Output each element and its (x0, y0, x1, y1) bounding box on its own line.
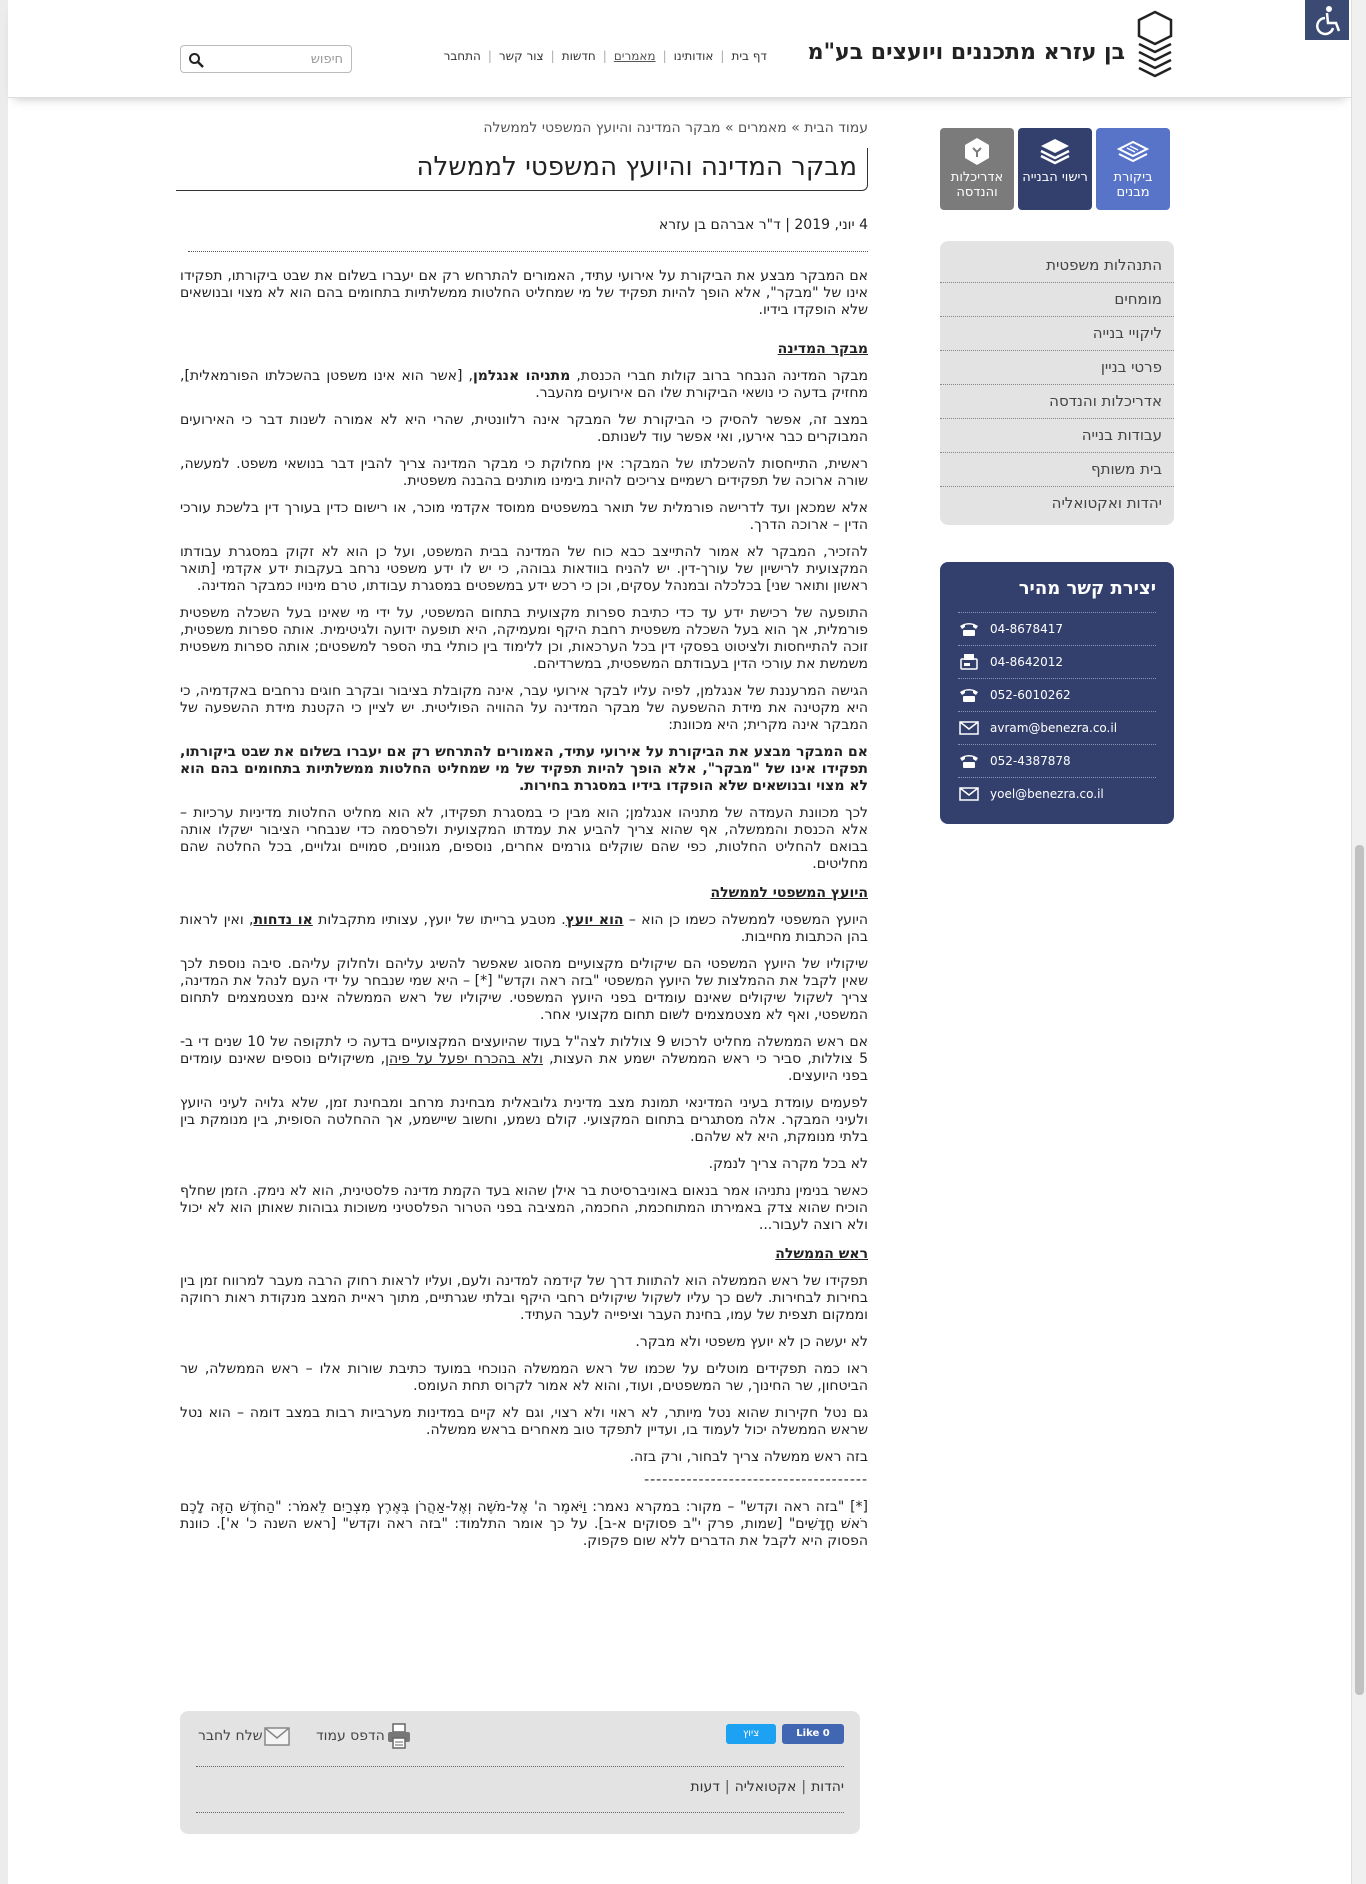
nav-separator: | (602, 49, 607, 63)
section-heading-advisor: היועץ המשפטי לממשלה (710, 885, 868, 901)
nav-separator: | (487, 49, 492, 63)
article-paragraph: כאשר בנימין נתניהו אמר בנאום באוניברסיטת בר אילן שהוא בעד הקמת מדינה פלסטינית, הוא לא נימק. הזמן שחלף הוכיח שהוא צדק באמירתו המתוחכמת, החכמה, המציבה בפני הטרור הפלסטיני משוכות גבוהות שאותן הוא לא יכול ולא רוצה לעבור... (180, 1183, 868, 1233)
article-paragraph: שיקוליו של היועץ המשפטי הם שיקולים מקצועיים מהסוג שאפשר להשיג עליהם ולחלוק עליהם. סיבה נוספת לכך שאין לקבל את ההמלצות של היועץ המשפטי "בזה ראה וקדש" [*] – היא שמי שנבחר על ידי העם לנהל את המדינה, צריך לשקול שיקולים שאינם עומדים בפני היועץ המשפטי. שיקוליו של ראש הממשלה אינם מצטמצמים לתחום המשפטי, ואף לא מצטמצמים לשום תחום מקצועי אחר. (180, 956, 868, 1023)
category-judaism[interactable]: יהדות ואקטואליה (1051, 494, 1162, 512)
logo-text[interactable]: בן עזרא מתכננים ויועצים בע"מ (807, 40, 1125, 65)
contact-text: 052-4387878 (990, 754, 1071, 768)
divider (196, 1812, 844, 1813)
envelope-icon (958, 785, 980, 803)
text-span: אם ראש הממשלה מחליט לרכוש 9 צוללות לצה"ל בעוד שהיועצים המקצועיים בדעה כי לתקופה של 10 שנים די ב- 5 צוללות, סביר כי ראש הממשלה ישמע את העצות, (180, 1034, 869, 1067)
contact-text: 052-6010262 (990, 688, 1071, 702)
article-paragraph: לא בכל מקרה צריך לנמק. (708, 1156, 868, 1172)
divider (188, 251, 868, 252)
layers-outline-icon (1117, 136, 1149, 166)
site-header (8, 0, 1351, 98)
nav-item-about[interactable]: אודותינו (673, 49, 714, 63)
nav-separator: | (662, 49, 667, 63)
contact-list (958, 612, 1156, 810)
article-paragraph (180, 1034, 868, 1085)
send-label: שלח לחבר (198, 1728, 263, 1744)
contact-title: יצירת קשר מהיר (1018, 578, 1156, 599)
person-name: מתניהו אנגלמן (472, 368, 571, 384)
tile-building-inspection[interactable] (1096, 128, 1170, 210)
main-nav (444, 49, 767, 63)
envelope-icon (263, 1722, 291, 1750)
breadcrumb-home[interactable]: עמוד הבית (804, 120, 868, 136)
contact-phone-3[interactable] (958, 744, 1156, 777)
phone-icon (958, 686, 980, 704)
tag-list (690, 1779, 844, 1795)
text-span: . מטבע ברייתו של יועץ, עצותיו מתקבלות (312, 912, 566, 928)
send-to-friend-button[interactable] (198, 1722, 301, 1750)
text-span: מבקר המדינה הנבחר ברוב קולות חברי הכנסת, (570, 368, 869, 384)
article-paragraph: ראשית, התייחסות להשכלתו של המבקר: אין מחלוקת כי מבקר המדינה צריך להבין דבר בנושאי משפט. למעשה, שורה ארוכה של תפקידים רשמיים צריכים להיות בימינו מותנים בהבנה משפטית. (180, 456, 868, 489)
search-box (180, 45, 352, 73)
category-building-details[interactable]: פרטי בניין (940, 351, 1174, 385)
category-menu (940, 241, 1174, 525)
emphasis: ולא בהכרח יפעל על פיהן (385, 1051, 543, 1067)
article-paragraph: לכך מכוונת העמדה של מתניהו אנגלמן; הוא מבין כי במסגרת תפקידו, לא הוא מחליט החלטות מדיניות ערכיות – אלא הכנסת והממשלה, אף שהוא צריך להביע את עמדתו המקצועית ולפרסמה כדי שנבחרי הציבור ישקלו אותה בבואם להחליט החלטות, כפי שהם שוקלים גורמים אחרים, נוספים, מגוונים, סמויים וגלויים, בכל החלטה שהם מחליטים. (180, 805, 868, 872)
article-paragraph: להזכיר, המבקר לא אמור להתייצב כבא כוח של המדינה בבית המשפט, ועל כן הוא לא זקוק במסגרת עבודתו המקצועית לרישיון של עורך-דין. יש להניח בוודאות גבוהה, כי יש לו ידע משפטי נרחב בעקבות ידע אקדמי [תואר ראשון ותואר שני] בכלכלה ובמנהל עסקים, וכן כי רכש ידע במשפטים במסגרת עבודתו, טרם מינויו כמבקר המדינה. (180, 544, 868, 594)
text-span: , משיקולים נוספים שאינם עומדים בפני היועצים. (180, 1051, 868, 1084)
contact-text: yoel@benezra.co.il (990, 787, 1104, 801)
article-paragraph: במצב זה, אפשר להסיק כי הביקורת של המבקר אינה רלוונטית, שהרי היא לא אמורה לשנות דבר כי האירועים המבוקרים כבר אירעו, ואי אפשר עוד לשנותם. (180, 412, 868, 445)
search-input[interactable] (213, 50, 343, 68)
footnote: [*] "בזה ראה וקדש" – מקור: במקרא נאמר: וַיֹּאמֶר ה' אֶל-מֹשֶׁה וְאֶל-אַהֲרֹן בְּאֶרֶץ מִצְרַיִם לֵאמֹר: "הַחֹדֶשׁ הַזֶּה לָכֶם רֹאשׁ חֳדָשִׁים" [שמות, פרק י"ב פסוקים א-ב]. על כך אומר התלמוד: "בזה ראה וקדש" [ראש השנה כ' א']. כוונת הפסוק היא לקבל את הדברים ללא שום פקפוק. (180, 1499, 868, 1549)
nav-item-home[interactable]: דף בית (731, 49, 767, 63)
emphasis: או נדחות (253, 912, 313, 928)
logo-icon[interactable] (1135, 10, 1175, 84)
nav-item-login[interactable]: התחבר (443, 49, 481, 63)
section-heading-pm: ראש הממשלה (775, 1246, 868, 1262)
service-tiles (940, 128, 1174, 210)
text-span: היועץ המשפטי לממשלה כשמו כן הוא – (623, 912, 869, 928)
contact-email-2[interactable] (958, 777, 1156, 810)
print-label: הדפס עמוד (316, 1728, 385, 1744)
scrollbar[interactable] (1351, 0, 1366, 1884)
tile-label: ביקורת מבנים (1113, 170, 1153, 200)
share-box (180, 1711, 860, 1834)
search-icon[interactable] (188, 52, 204, 68)
article-paragraph (180, 912, 868, 946)
accessibility-button[interactable] (1305, 0, 1349, 40)
article-paragraph: לא יעשה כן לא יועץ משפטי ולא מבקר. (635, 1334, 868, 1350)
scrollbar-thumb[interactable] (1355, 845, 1364, 1695)
print-button[interactable] (316, 1722, 423, 1750)
page (8, 0, 1351, 1884)
article-main (180, 120, 868, 1560)
category-shared-building[interactable]: בית משותף (940, 453, 1174, 487)
article-paragraph: ראו כמה תפקידים מוטלים על שכמו של ראש הממשלה הנוכחי במועד כתיבת שורות אלו – ראש הממשלה, שר הביטחון, שר החינוך, שר המשפטים, ועוד, והוא לא אמור לקרוס תחת העומס. (180, 1361, 868, 1394)
nav-separator: | (720, 49, 725, 63)
article-body (180, 268, 868, 1550)
article-paragraph: גם נטל חקירות שהוא נטל מיותר, לא ראוי ולא רצוי, וגם לא קיים במדינות מערביות רבות במצב דומה – הוא נטל שראש הממשלה יכול לעמוד בו, ועדיין לתפקד טוב מאחרים בראש ממשלה. (180, 1405, 868, 1438)
section-heading-auditor: מבקר המדינה (777, 341, 868, 357)
tag-separator: | (724, 1779, 730, 1795)
contact-phone-2[interactable] (958, 678, 1156, 711)
nav-item-news[interactable]: חדשות (561, 49, 596, 63)
tile-architecture[interactable] (940, 128, 1014, 210)
category-defects[interactable]: ליקויי בנייה (940, 317, 1174, 351)
tag-opinions[interactable]: דעות (690, 1779, 720, 1795)
category-architecture[interactable]: אדריכלות והנדסה (940, 385, 1174, 419)
phone-icon (958, 752, 980, 770)
wheelchair-icon (1305, 0, 1349, 40)
tile-label: אדריכלות והנדסה (950, 170, 1004, 200)
printer-icon (385, 1722, 413, 1750)
title-box (176, 148, 868, 191)
layers-filled-icon (1039, 136, 1071, 166)
text-span: , [אשר הוא אינו משפטן בהשכלתו הפורמאלית], מחזיק בדעה כי נושאי הביקורת שלו הם אירועים מהעבר. (180, 368, 868, 401)
breadcrumb-separator: » (791, 120, 800, 136)
article-paragraph-bold: אם המבקר מבצע את הביקורת על אירועי עתיד, האמורים להתרחש רק אם יעברו בשלום את שבט ביקורתו, תפקידו אינו של "מבקר", אלא הופך להיות תפקיד של מי שמחליט החלטות ממשלתיות בתחומים בהם הוא לא מצוי ובנושאים שלא הופקדו בידיו במסגרת בחירות. (180, 744, 868, 794)
fax-icon (958, 653, 980, 671)
twitter-label: ציוץ (742, 1728, 760, 1739)
separator-dashes: ------------------------------------- (644, 1472, 868, 1488)
article-meta: 4 יוני, 2019 | ד"ר אברהם בן עזרא (658, 217, 868, 233)
article-paragraph: אלא שמכאן ועד לדרישה פורמלית של תואר במשפטים ממוסד אקדמי מוכר, או רישום כדין בעורך דין בלשכת עורכי הדין – ארוכה הדרך. (180, 500, 868, 533)
nav-separator: | (550, 49, 555, 63)
tile-label: רישוי הבנייה (1022, 170, 1088, 185)
contact-phone-1[interactable] (958, 612, 1156, 645)
facebook-like-label: Like 0 (796, 1728, 830, 1739)
page-title: מבקר המדינה והיועץ המשפטי לממשלה (416, 152, 857, 182)
article-paragraph: התופעה של רכישת ידע עד כדי כתיבת ספרות מקצועית בתחום המשפטי, על ידי מי שאינו בעל השכלה משפטית פורמלית, אך הוא בעל השכלה משפטית רחבת היקף ומעמיקה, היא תופעה ידועה ולגיטימית. אותה ספרות משפטית, זוכה להתייחסות ולציטוט בפסקי דין בכל הערכאות, וכן ללימוד בין כותלי בתי הספר למשפטים; אותה ספרות משפטית משמשת את עורכי הדין בעבודתם המשפטית, במשרדיהם. (180, 605, 868, 672)
breadcrumb-separator: » (725, 120, 734, 136)
hexagon-icon (961, 136, 993, 166)
breadcrumb-current: מבקר המדינה והיועץ המשפטי לממשלה (483, 120, 721, 136)
breadcrumb (180, 120, 868, 142)
contact-text: 04-8642012 (990, 655, 1064, 669)
tile-building-permits[interactable] (1018, 128, 1092, 210)
article-paragraph: בזה ראש ממשלה צריך לבחור, ורק בזה. (629, 1449, 868, 1465)
article-intro: אם המבקר מבצע את הביקורת על אירועי עתיד, האמורים להתרחש רק אם יעברו בשלום את שבט ביקורתו, תפקידו אינו של "מבקר", אלא הופך להיות תפקיד של מי שמחליט החלטות ממשלתיות בתחומים בהם הוא לא מצוי ובנושאים שלא הופקדו בידיו. (180, 268, 868, 318)
nav-item-articles[interactable]: מאמרים (613, 49, 656, 63)
tag-judaism[interactable]: יהדות (811, 1779, 844, 1795)
article-paragraph: הגישה המרעננת של אנגלמן, לפיה עליו לבקר אירועי עבר, אינה מקובלת בציבור ובקרב חוגים נרחבים באקדמיה, כי היא מקטינה את מידת ההשפעה של מבקר המדינה על ההוויה הפוליטית. יש לציין כי הקטנת מידת ההשפעה של המבקר אינה מקרית; היא מכוונת: (180, 683, 868, 733)
category-experts[interactable]: מומחים (940, 283, 1174, 317)
phone-icon (958, 620, 980, 638)
nav-item-contact[interactable]: צור קשר (498, 49, 544, 63)
contact-text: 04-8678417 (990, 622, 1064, 636)
text-span: , ואין לראות בהן הכתבות מחייבות. (180, 912, 868, 945)
tag-separator: | (801, 1779, 807, 1795)
category-construction-works[interactable]: עבודות בנייה (940, 419, 1174, 453)
article-paragraph: תפקידו של ראש הממשלה הוא להתוות דרך של קידמה למדינה ולעם, ועליו לראות רחוק הרבה מעבר למרווח זמן בין בחירות לבחירות. לשם כך עליו לשקול שיקולים רחבי היקף ובלתי שגרתיים, מתוך ראיית המצב מנקודת ראות רחוקה וממקום תצפית של עמו, בחינת העבר וציפייה לעבר העתיד. (180, 1273, 868, 1323)
quick-contact-panel (940, 562, 1174, 824)
article-paragraph (180, 368, 868, 402)
facebook-like-button[interactable] (782, 1724, 844, 1744)
contact-email-1[interactable] (958, 711, 1156, 744)
category-legal[interactable]: התנהלות משפטית (940, 249, 1174, 283)
article-paragraph: לפעמים עומדת בעיני המדינאי תמונת מצב מדינית גלובאלית מבחינת מרחב ומבחינת זמן, שלא גלויה לעיני היועץ ולעיני המבקר. אלה מסתגרים בתחום המקצועי. קולם נשמע, וחשוב שיישמע, אך ההחלטה הסופית, בין מנומקת בין בלתי מנומקת, היא לא שלהם. (180, 1095, 868, 1145)
breadcrumb-articles[interactable]: מאמרים (738, 120, 787, 136)
envelope-icon (958, 719, 980, 737)
divider (196, 1766, 844, 1767)
contact-fax[interactable] (958, 645, 1156, 678)
twitter-tweet-button[interactable] (726, 1724, 776, 1744)
tag-current-affairs[interactable]: אקטואליה (734, 1779, 797, 1795)
emphasis: הוא יועץ (565, 912, 624, 928)
contact-text: avram@benezra.co.il (990, 721, 1118, 735)
